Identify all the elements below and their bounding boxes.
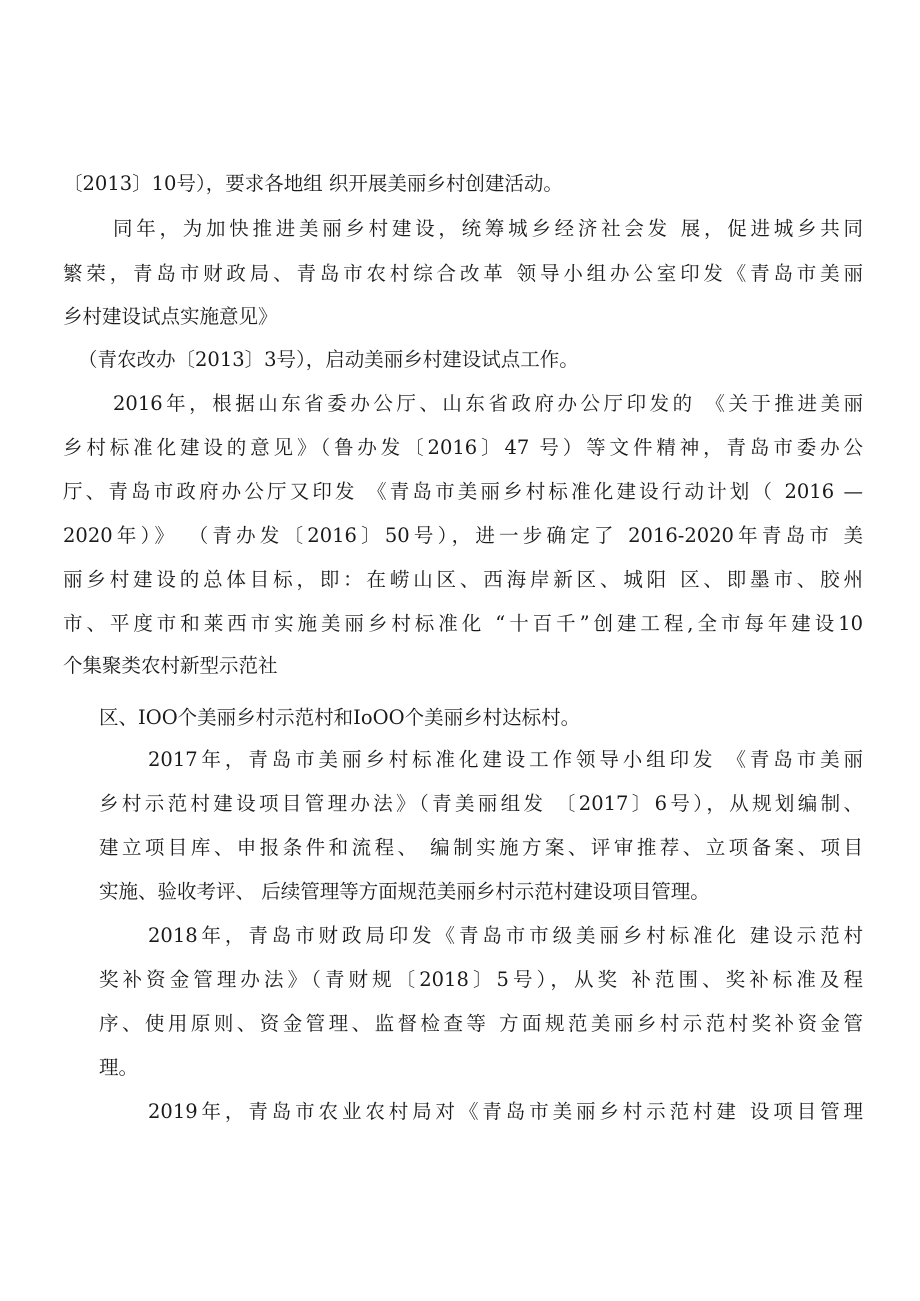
text-line: 2016年，根据山东省委办公厅、山东省政府办公厅印发的 《关于推进美丽: [113, 392, 863, 415]
text-line: 建立项目库、申报条件和流程、 编制实施方案、评审推荐、立项备案、项目: [99, 836, 863, 859]
text-line: 2018年，青岛市财政局印发《青岛市市级美丽乡村标准化 建设示范村: [148, 924, 863, 947]
text-line: 个集聚类农村新型示范社: [63, 654, 278, 677]
text-line: 丽乡村建设的总体目标，即：在崂山区、西海岸新区、城阳 区、即墨市、胶州: [63, 568, 863, 591]
text-line: 2019年，青岛市农业农村局对《青岛市美丽乡村示范村建 设项目管理: [148, 1100, 863, 1123]
text-line: 实施、验收考评、 后续管理等方面规范美丽乡村示范村建设项目管理。: [99, 880, 710, 903]
text-line: （青农改办〔2013〕3号），启动美丽乡村建设试点工作。: [78, 348, 579, 371]
text-line: 乡村标准化建设的意见》（鲁办发〔2016〕47 号）等文件精神，青岛市委办公: [63, 436, 863, 459]
text-line: 繁荣，青岛市财政局、青岛市农村综合改革 领导小组办公室印发《青岛市美丽: [63, 262, 863, 285]
text-line: 厅、青岛市政府办公厅又印发 《青岛市美丽乡村标准化建设行动计划（ 2016 —: [63, 480, 863, 503]
text-line: 同年，为加快推进美丽乡村建设，统筹城乡经济社会发 展，促进城乡共同: [113, 217, 863, 240]
text-line: 乡村示范村建设项目管理办法》（青美丽组发 〔2017〕6号），从规划编制、: [99, 792, 863, 815]
text-line: 理。: [99, 1056, 139, 1079]
text-line: 市、平度市和莱西市实施美丽乡村标准化 “十百千”创建工程,全市每年建设10: [63, 612, 863, 635]
text-line: 2020年）》 （青办发〔2016〕50号），进一步确定了 2016-2020年青岛市 美: [63, 524, 863, 547]
text-line: 区、IOO个美丽乡村示范村和IoOO个美丽乡村达标村。: [99, 706, 581, 729]
text-line: 奖补资金管理办法》（青财规〔2018〕5号），从奖 补范围、奖补标准及程: [99, 968, 863, 991]
text-line: 2017年，青岛市美丽乡村标准化建设工作领导小组印发 《青岛市美丽: [148, 748, 863, 771]
text-line: 序、使用原则、资金管理、监督检查等 方面规范美丽乡村示范村奖补资金管: [99, 1012, 863, 1035]
text-line: 〔2013〕10号），要求各地组 织开展美丽乡村创建活动。: [63, 172, 563, 195]
text-line: 乡村建设试点实施意见》: [63, 305, 278, 328]
